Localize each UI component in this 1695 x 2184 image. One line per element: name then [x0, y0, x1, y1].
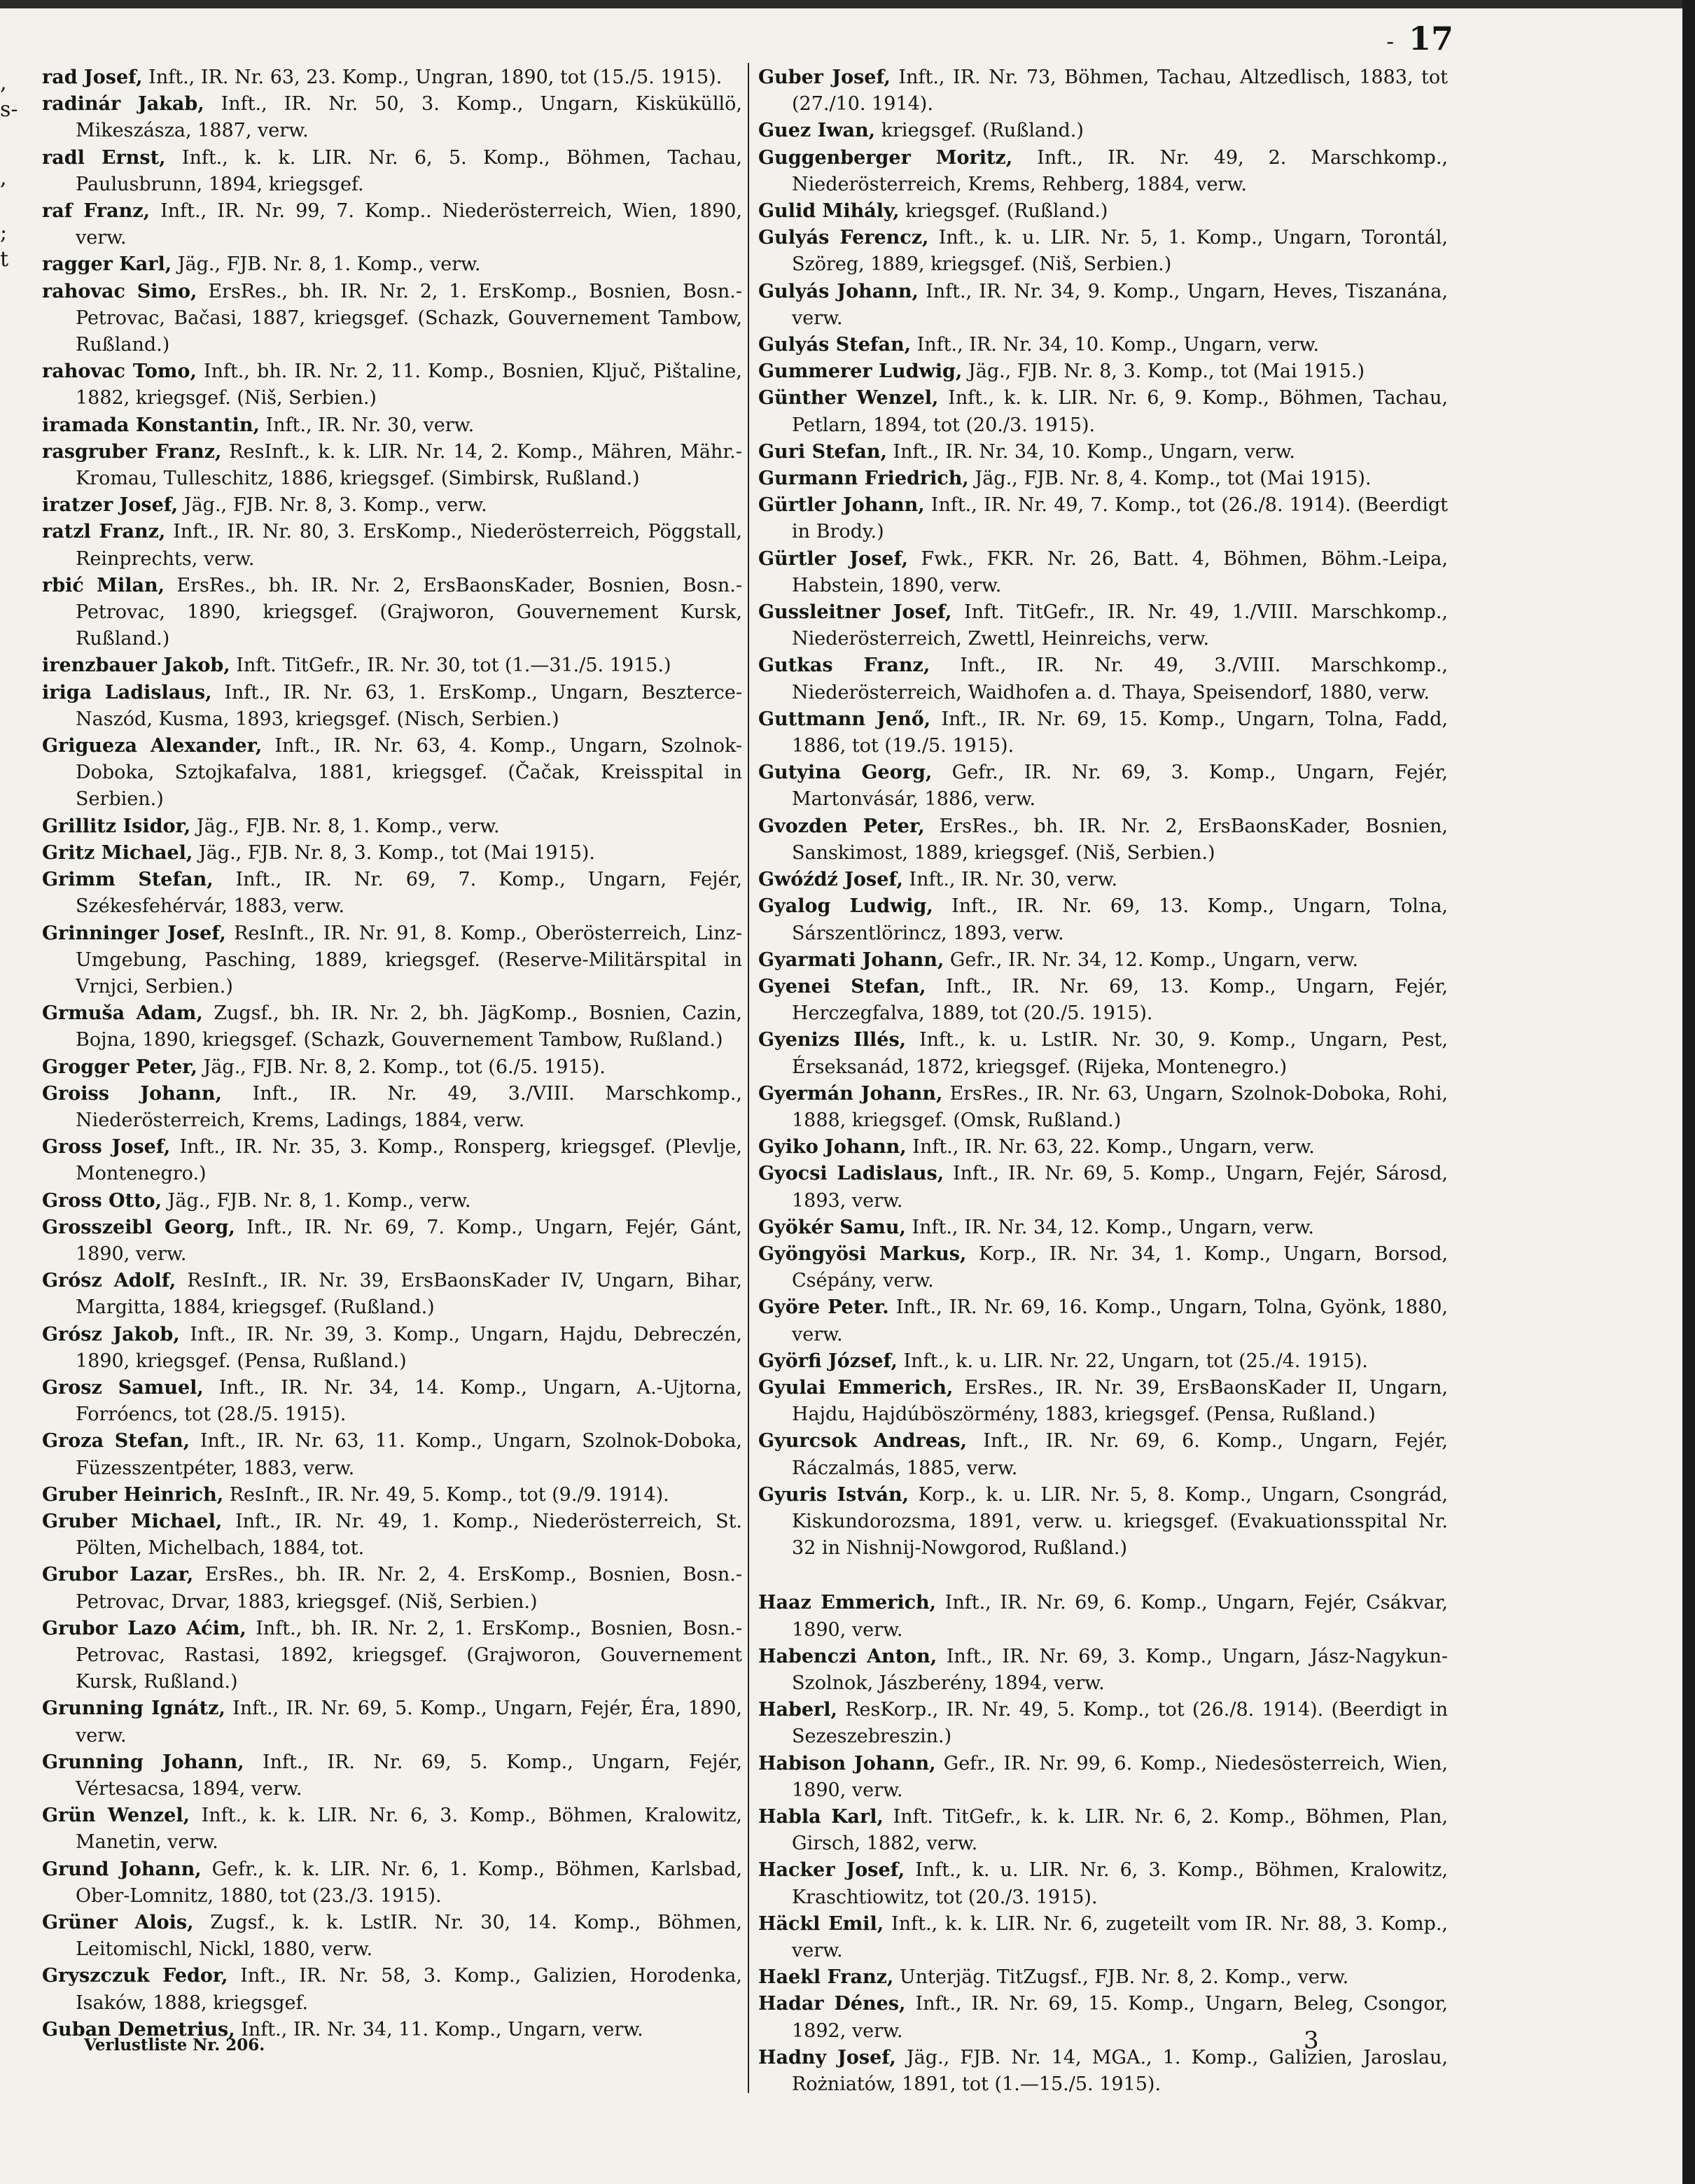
entry-name: Grund Johann,: [42, 1858, 202, 1880]
casualty-entry: [758, 145, 1448, 198]
entry-details: Inft., k. k. LIR. Nr. 6, 3. Komp., Böhmen, Kralowitz, Manetin, verw.: [76, 1805, 743, 1854]
casualty-entry: [758, 760, 1448, 813]
casualty-entry: [42, 412, 742, 439]
scan-edge-top: [0, 0, 1695, 8]
entry-details: Inft., k. k. LIR. Nr. 6, 9. Komp., Böhmen, Tachau, Petlarn, 1894, tot (20./3. 1915).: [792, 387, 1448, 436]
entry-details: Inft., IR. Nr. 49, 1. Komp., Niederösterreich, St. Pölten, Michelbach, 1884, tot.: [76, 1510, 743, 1560]
entry-details: Inft., bh. IR. Nr. 2, 1. ErsKomp., Bosnien, Bosn.-Petrovac, Rastasi, 1892, kriegsgef. (Grajworon, Gouvernement Kursk, Rußland.): [76, 1617, 742, 1693]
casualty-entry: [758, 974, 1448, 1027]
entry-name: Gulyás Johann,: [758, 280, 919, 302]
entry-details: Inft., IR. Nr. 69, 5. Komp., Ungarn, Fejér, Sárosd, 1893, verw.: [792, 1163, 1448, 1212]
entry-name: rahovac Tomo,: [42, 360, 197, 383]
entry-name: Groiss Johann,: [42, 1082, 222, 1105]
entry-name: Györfi József,: [758, 1350, 898, 1372]
entry-details: Inft., IR. Nr. 49, 3./VIII. Marschkomp., Niederösterreich, Waidhofen a. d. Thaya, Speisendorf, 1880, verw.: [792, 654, 1448, 704]
entry-name: Gyöngyösi Markus,: [758, 1242, 967, 1265]
entry-details: Inft., IR. Nr. 63, 4. Komp., Ungarn, Szolnok-Doboka, Sztojkafalva, 1881, kriegsgef. (Čačak, Kreisspital in Serbien.): [76, 735, 742, 811]
entry-name: Grunning Johann,: [42, 1751, 244, 1773]
entry-details: Jäg., FJB. Nr. 8, 1. Komp., verw.: [190, 815, 500, 837]
entry-name: Gyenizs Illés,: [758, 1029, 907, 1051]
casualty-entry: [42, 91, 742, 144]
entry-name: Gyuris István,: [758, 1483, 909, 1506]
entry-name: Gritz Michael,: [42, 841, 193, 864]
casualty-entry: [42, 920, 742, 1001]
casualty-entry: [42, 1749, 742, 1802]
entry-details: Inft., k. u. LIR. Nr. 22, Ungarn, tot (25./4. 1915).: [897, 1350, 1368, 1372]
entry-name: Grigueza Alexander,: [42, 735, 263, 757]
casualty-entry: [42, 1000, 742, 1054]
entry-details: Inft., bh. IR. Nr. 2, 11. Komp., Bosnien, Ključ, Pištaline, 1882, kriegsgef. (Niš, Serbien.): [76, 360, 742, 410]
casualty-entry: [758, 332, 1448, 358]
entry-name: Guri Stefan,: [758, 440, 887, 463]
entry-details: Inft., IR. Nr. 63, 11. Komp., Ungarn, Szolnok-Doboka, Füzesszentpéter, 1883, verw.: [76, 1430, 742, 1479]
entry-name: Guttmann Jenő,: [758, 708, 931, 730]
casualty-entry: [758, 893, 1448, 946]
casualty-entry: [758, 1751, 1448, 1804]
entry-details: ErsRes., IR. Nr. 39, ErsBaonsKader II, Ungarn, Hajdu, Hajdúböszörmény, 1883, kriegsgef. (Pensa, Rußland.): [792, 1376, 1448, 1426]
casualty-entry: [758, 947, 1448, 974]
casualty-entry: [42, 1963, 742, 2016]
entry-name: Haberl,: [758, 1699, 837, 1721]
entry-details: Jäg., FJB. Nr. 8, 1. Komp., verw.: [161, 1189, 471, 1212]
entry-details: Inft., k. k. LIR. Nr. 6, 5. Komp., Böhmen, Tachau, Paulusbrunn, 1894, kriegsgef.: [76, 146, 742, 195]
casualty-entry: [758, 813, 1448, 867]
entry-name: iriga Ladislaus,: [42, 681, 212, 704]
entry-details: Inft., k. u. LIR. Nr. 5, 1. Komp., Ungarn, Torontál, Szöreg, 1889, kriegsgef. (Niš, Serbien.): [792, 227, 1448, 276]
entry-name: Gross Otto,: [42, 1189, 162, 1212]
margin-fragment: t: [0, 247, 9, 272]
entry-details: Inft. TitGefr., k. k. LIR. Nr. 6, 2. Komp., Böhmen, Plan, Girsch, 1882, verw.: [792, 1806, 1448, 1855]
entry-details: Inft., IR. Nr. 69, 13. Komp., Ungarn, Fejér, Herczegfalva, 1889, tot (20./5. 1915).: [792, 975, 1448, 1025]
casualty-entry: [758, 1804, 1448, 1857]
entry-name: Guez Iwan,: [758, 120, 875, 142]
casualty-entry: [758, 1294, 1448, 1348]
entry-details: Inft. TitGefr., IR. Nr. 30, tot (1.—31./5. 1915.): [230, 654, 671, 677]
entry-details: Inft., IR. Nr. 39, 3. Komp., Ungarn, Hajdu, Debreczén, 1890, kriegsgef. (Pensa, Rußland.): [76, 1323, 742, 1372]
entry-details: ErsRes., bh. IR. Nr. 2, 4. ErsKomp., Bosnien, Bosn.-Petrovac, Drvar, 1883, kriegsgef. (Niš, Serbien.): [76, 1564, 742, 1613]
entry-name: rbić Milan,: [42, 574, 165, 596]
casualty-entry: [758, 1644, 1448, 1697]
entry-name: Gyurcsok Andreas,: [758, 1430, 968, 1452]
entry-details: Jäg., FJB. Nr. 8, 4. Komp., tot (Mai 1915).: [968, 468, 1372, 490]
casualty-entry: [758, 118, 1448, 144]
entry-details: Inft., IR. Nr. 69, 7. Komp., Ungarn, Fejér, Gánt, 1890, verw.: [76, 1216, 743, 1265]
casualty-entry: [758, 64, 1448, 118]
entry-name: irenzbauer Jakob,: [42, 654, 230, 677]
casualty-entry: [42, 1054, 742, 1081]
entry-name: Guggenberger Moritz,: [758, 146, 1013, 169]
entry-name: Gyenei Stefan,: [758, 975, 926, 997]
entry-name: Grmuša Adam,: [42, 1002, 203, 1025]
casualty-entry: [42, 145, 742, 198]
casualty-entry: [758, 1697, 1448, 1750]
entry-name: Gyermán Johann,: [758, 1082, 943, 1105]
casualty-entry: [758, 706, 1448, 760]
entry-name: Gyarmati Johann,: [758, 948, 944, 971]
entry-details: Inft., IR. Nr. 73, Böhmen, Tachau, Altzedlisch, 1883, tot (27./10. 1914).: [792, 66, 1448, 115]
casualty-entry: [758, 198, 1448, 225]
entry-details: Inft., IR. Nr. 69, 6. Komp., Ungarn, Fejér, Ráczalmás, 1885, verw.: [792, 1430, 1448, 1479]
entry-name: Gruber Michael,: [42, 1510, 223, 1532]
casualty-entry: [758, 1911, 1448, 1964]
entry-name: Grogger Peter,: [42, 1056, 197, 1078]
entry-name: Gyiko Johann,: [758, 1136, 907, 1158]
entry-name: Grüner Alois,: [42, 1912, 194, 1934]
entry-name: Gwóźdź Josef,: [758, 869, 903, 891]
casualty-entry: [42, 1695, 742, 1749]
casualty-entry: [758, 1161, 1448, 1214]
entry-details: Inft., IR. Nr. 30, verw.: [259, 414, 475, 436]
entry-name: Günther Wenzel,: [758, 387, 939, 410]
casualty-entry: [758, 1991, 1448, 2044]
entry-details: Jäg., FJB. Nr. 8, 2. Komp., tot (6./5. 1915).: [197, 1056, 606, 1078]
casualty-entry: [42, 1268, 742, 1321]
casualty-entry: [42, 573, 742, 653]
casualty-entry: [42, 1134, 742, 1187]
entry-details: Inft. TitGefr., IR. Nr. 49, 1./VIII. Marschkomp., Niederösterreich, Zwettl, Heinreichs, verw.: [792, 601, 1448, 650]
entry-name: Guban Demetrius,: [42, 2018, 235, 2040]
casualty-entry: [758, 652, 1448, 706]
casualty-entry: [42, 813, 742, 840]
entry-name: Gürtler Josef,: [758, 547, 908, 570]
entry-details: Inft., IR. Nr. 69, 13. Komp., Ungarn, Tolna, Sárszentlörincz, 1893, verw.: [792, 895, 1448, 944]
entry-name: Gyökér Samu,: [758, 1216, 906, 1238]
entry-name: Gvozden Peter,: [758, 815, 925, 837]
entry-details: ErsRes., IR. Nr. 63, Ungarn, Szolnok-Doboka, Rohi, 1888, kriegsgef. (Omsk, Rußland.): [792, 1082, 1448, 1131]
entry-name: Grubor Lazo Aćim,: [42, 1617, 246, 1639]
entry-name: rasgruber Franz,: [42, 440, 222, 463]
entry-name: Grosz Samuel,: [42, 1376, 204, 1399]
entry-details: Gefr., IR. Nr. 99, 6. Komp., Niedesösterreich, Wien, 1890, verw.: [792, 1752, 1448, 1801]
entry-details: Gefr., IR. Nr. 34, 12. Komp., Ungarn, verw.: [944, 948, 1358, 971]
entry-details: Jäg., FJB. Nr. 8, 3. Komp., tot (Mai 1915.): [962, 360, 1365, 383]
page-number: 17: [1408, 20, 1453, 57]
entry-details: Inft., IR. Nr. 69, 5. Komp., Ungarn, Fejér, Éra, 1890, verw.: [76, 1698, 742, 1746]
margin-fragments: [0, 70, 17, 273]
casualty-entry: [758, 465, 1448, 492]
casualty-entry: [42, 1482, 742, 1508]
casualty-entry: [42, 1081, 742, 1134]
entry-name: Groza Stefan,: [42, 1430, 190, 1452]
entry-details: Gefr., IR. Nr. 69, 3. Komp., Ungarn, Fejér, Martonvásár, 1886, verw.: [792, 762, 1448, 811]
entry-details: Korp., k. u. LIR. Nr. 5, 8. Komp., Ungarn, Csongrád, Kiskundorozsma, 1891, verw. u. kriegsgef. (Evakuationsspital Nr. 32 in Nishnij-Nowgorod, Rußland.): [792, 1483, 1448, 1560]
entry-details: Inft., k. u. LIR. Nr. 6, 3. Komp., Böhmen, Kralowitz, Kraschtiowitz, tot (20./3. 1915).: [792, 1859, 1448, 1908]
entry-name: rad Josef,: [42, 66, 143, 88]
entry-details: Inft., IR. Nr. 34, 14. Komp., Ungarn, A.-Ujtorna, Forróencs, tot (28./5. 1915).: [76, 1376, 742, 1426]
entry-details: Inft., IR. Nr. 63, 1. ErsKomp., Ungarn, Beszterce-Naszód, Kusma, 1893, kriegsgef. (Nisch, Serbien.): [76, 681, 743, 730]
casualty-entry: [42, 1856, 742, 1910]
entry-name: Grillitz Isidor,: [42, 815, 191, 837]
entry-name: Hacker Josef,: [758, 1859, 905, 1882]
entry-name: ragger Karl,: [42, 253, 172, 276]
casualty-entry: [42, 1508, 742, 1562]
entry-name: Haekl Franz,: [758, 1966, 894, 1989]
entry-name: Grinninger Josef,: [42, 922, 226, 944]
entry-name: iratzer Josef,: [42, 494, 179, 517]
casualty-entry: [42, 1214, 742, 1268]
entry-details: Jäg., FJB. Nr. 14, MGA., 1. Komp., Galizien, Jaroslau, Rożniatów, 1891, tot (1.—15./5. 1915).: [792, 2046, 1449, 2096]
entry-details: Inft., IR. Nr. 49, 2. Marschkomp., Niederösterreich, Krems, Rehberg, 1884, verw.: [792, 146, 1448, 195]
casualty-entry: [758, 1214, 1448, 1241]
entry-details: ErsRes., bh. IR. Nr. 2, 1. ErsKomp., Bosnien, Bosn.-Petrovac, Bačasi, 1887, kriegsgef. (Schazk, Gouvernement Tambow, Rußland.): [76, 280, 742, 356]
entry-details: Inft., IR. Nr. 30, verw.: [902, 869, 1118, 891]
entry-name: Gulyás Ferencz,: [758, 227, 929, 249]
entry-details: Inft., IR. Nr. 49, 7. Komp., tot (26./8. 1914). (Beerdigt in Brody.): [792, 494, 1448, 543]
entry-name: Grósz Jakob,: [42, 1323, 180, 1345]
casualty-entry: [758, 1590, 1448, 1643]
entry-name: Habenczi Anton,: [758, 1645, 937, 1667]
casualty-entry: [42, 1562, 742, 1615]
entry-name: Gürtler Johann,: [758, 494, 925, 517]
entry-name: Gyocsi Ladislaus,: [758, 1163, 944, 1185]
casualty-entry: [758, 546, 1448, 599]
casualty-entry: [758, 1241, 1448, 1294]
entry-name: raf Franz,: [42, 200, 151, 223]
entry-name: Gurmann Friedrich,: [758, 468, 969, 490]
entry-details: ResInft., k. k. LIR. Nr. 14, 2. Komp., Mähren, Mähr.-Kromau, Tulleschitz, 1886, kriegsgef. (Simbirsk, Rußland.): [76, 440, 742, 490]
entry-details: Zugsf., k. k. LstIR. Nr. 30, 14. Komp., Böhmen, Leitomischl, Nickl, 1880, verw.: [76, 1912, 742, 1961]
casualty-entry: [758, 1428, 1448, 1481]
casualty-entry: [758, 1134, 1448, 1161]
casualty-entry: [42, 1428, 742, 1481]
entry-name: Györe Peter.: [758, 1296, 889, 1319]
entry-name: radl Ernst,: [42, 146, 166, 169]
entry-details: ErsRes., bh. IR. Nr. 2, ErsBaonsKader, Bosnien, Bosn.-Petrovac, 1890, kriegsgef. (Grajworon, Gouvernement Kursk, Rußland.): [76, 574, 742, 650]
casualty-entry: [42, 1802, 742, 1856]
entry-name: Guber Josef,: [758, 66, 891, 88]
casualty-entry: [42, 64, 742, 91]
entry-details: Inft., IR. Nr. 80, 3. ErsKomp., Niederösterreich, Pöggstall, Reinprechts, verw.: [76, 521, 742, 570]
casualty-entry: [42, 733, 742, 813]
casualty-entry: [42, 1910, 742, 1963]
casualty-entry: [758, 1081, 1448, 1134]
entry-details: Jäg., FJB. Nr. 8, 3. Komp., verw.: [178, 494, 487, 517]
casualty-entry: [42, 867, 742, 920]
entry-details: Inft., IR. Nr. 99, 7. Komp.. Niederösterreich, Wien, 1890, verw.: [76, 200, 742, 249]
entry-details: kriegsgef. (Rußland.): [875, 120, 1084, 142]
casualty-entry: [758, 279, 1448, 332]
entry-name: Gyalog Ludwig,: [758, 895, 933, 918]
entry-name: Grunning Ignátz,: [42, 1698, 225, 1720]
casualty-entry: [42, 492, 742, 519]
left-column: [42, 64, 742, 2043]
entry-details: Inft., IR. Nr. 69, 3. Komp., Ungarn, Jász-Nagykun-Szolnok, Jászberény, 1894, verw.: [792, 1645, 1449, 1694]
entry-details: Inft., IR. Nr. 69, 7. Komp., Ungarn, Fejér, Székesfehérvár, 1883, verw.: [76, 869, 742, 918]
entry-name: Gussleitner Josef,: [758, 601, 952, 624]
entry-name: iramada Konstantin,: [42, 414, 260, 436]
casualty-entry: [42, 251, 742, 278]
entry-name: Grósz Adolf,: [42, 1270, 176, 1292]
entry-details: Inft., IR. Nr. 69, 15. Komp., Ungarn, Tolna, Fadd, 1886, tot (19./5. 1915).: [792, 708, 1448, 757]
entry-details: Inft., IR. Nr. 63, 23. Komp., Ungran, 1890, tot (15./5. 1915).: [142, 66, 723, 88]
entry-details: Inft., IR. Nr. 69, 5. Komp., Ungarn, Fejér, Vértesacsa, 1894, verw.: [76, 1751, 742, 1800]
entry-details: Inft., IR. Nr. 35, 3. Komp., Ronsperg, kriegsgef. (Plevlje, Montenegro.): [76, 1136, 742, 1185]
entry-name: ratzl Franz,: [42, 521, 166, 543]
margin-fragment: ;: [0, 220, 8, 245]
casualty-entry: [758, 1375, 1448, 1428]
entry-details: Jäg., FJB. Nr. 8, 3. Komp., tot (Mai 1915).: [193, 841, 596, 864]
entry-name: Grün Wenzel,: [42, 1805, 190, 1827]
entry-name: Gryszczuk Fedor,: [42, 1965, 228, 1987]
casualty-entry: [42, 439, 742, 492]
margin-fragment: ,: [0, 166, 7, 190]
casualty-entry: [42, 1375, 742, 1428]
section-gap: [758, 1562, 1448, 1590]
entry-details: ResKorp., IR. Nr. 49, 5. Komp., tot (26./8. 1914). (Beerdigt in Sezeszebreszin.): [792, 1699, 1448, 1748]
casualty-entry: [42, 358, 742, 412]
entry-name: Gummerer Ludwig,: [758, 360, 963, 383]
entry-details: Inft., IR. Nr. 63, 22. Komp., Ungarn, verw.: [906, 1136, 1315, 1158]
casualty-entry: [758, 1482, 1448, 1562]
entry-details: kriegsgef. (Rußland.): [899, 200, 1108, 223]
entry-details: Inft., k. k. LIR. Nr. 6, zugeteilt vom IR. Nr. 88, 3. Komp., verw.: [792, 1912, 1448, 1962]
entry-details: Inft., IR. Nr. 34, 10. Komp., Ungarn, verw.: [886, 440, 1295, 463]
entry-details: Inft., IR. Nr. 69, 6. Komp., Ungarn, Fejér, Csákvar, 1890, verw.: [792, 1592, 1448, 1641]
casualty-entry: [42, 680, 742, 733]
entry-name: Grosszeibl Georg,: [42, 1216, 235, 1238]
entry-details: Inft., IR. Nr. 69, 15. Komp., Ungarn, Beleg, Csongor, 1892, verw.: [792, 1993, 1448, 2042]
entry-name: Hadar Dénes,: [758, 1993, 906, 2015]
entry-name: Gyulai Emmerich,: [758, 1376, 954, 1399]
casualty-entry: [42, 519, 742, 572]
entry-name: Gutkas Franz,: [758, 654, 930, 677]
entry-details: Korp., IR. Nr. 34, 1. Komp., Ungarn, Borsod, Csépány, verw.: [792, 1242, 1448, 1292]
entry-name: Habla Karl,: [758, 1806, 884, 1828]
casualty-entry: [42, 1616, 742, 1696]
casualty-entry: [758, 1857, 1448, 1910]
entry-details: Inft., IR. Nr. 34, 12. Komp., Ungarn, verw.: [905, 1216, 1314, 1238]
footer-list-number: Verlustliste Nr. 206.: [84, 2036, 265, 2054]
top-mark: -: [1386, 28, 1394, 55]
casualty-entry: [758, 1027, 1448, 1080]
entry-details: ErsRes., bh. IR. Nr. 2, ErsBaonsKader, Bosnien, Sanskimost, 1889, kriegsgef. (Niš, Serbien.): [792, 815, 1448, 864]
entry-details: Inft., IR. Nr. 34, 9. Komp., Ungarn, Heves, Tiszanána, verw.: [792, 280, 1448, 329]
entry-details: Gefr., k. k. LIR. Nr. 6, 1. Komp., Böhmen, Karlsbad, Ober-Lomnitz, 1880, tot (23./3. 1915).: [76, 1858, 742, 1907]
entry-details: ResInft., IR. Nr. 39, ErsBaonsKader IV, Ungarn, Bihar, Margitta, 1884, kriegsgef. (Rußland.): [76, 1270, 742, 1319]
entry-details: Inft., k. u. LstIR. Nr. 30, 9. Komp., Ungarn, Pest, Érseksanád, 1872, kriegsgef. (Rijeka, Montenegro.): [792, 1029, 1448, 1078]
entry-name: radinár Jakab,: [42, 93, 204, 115]
casualty-entry: [758, 385, 1448, 438]
entry-details: Jäg., FJB. Nr. 8, 1. Komp., verw.: [172, 253, 481, 276]
entry-details: Unterjäg. TitZugsf., FJB. Nr. 8, 2. Komp., verw.: [893, 1966, 1349, 1989]
entry-details: ResInft., IR. Nr. 49, 5. Komp., tot (9./9. 1914).: [223, 1483, 669, 1506]
entry-name: Gruber Heinrich,: [42, 1483, 224, 1506]
entry-details: Inft., IR. Nr. 49, 3./VIII. Marschkomp., Niederösterreich, Krems, Ladings, 1884, verw.: [76, 1082, 742, 1131]
casualty-entry: [42, 1322, 742, 1375]
entry-name: Hadny Josef,: [758, 2046, 896, 2068]
entry-name: Grubor Lazar,: [42, 1564, 194, 1586]
casualty-entry: [758, 358, 1448, 385]
casualty-entry: [758, 225, 1448, 278]
entry-details: Inft., IR. Nr. 58, 3. Komp., Galizien, Horodenka, Isaków, 1888, kriegsgef.: [76, 1965, 742, 2014]
casualty-entry: [758, 1964, 1448, 1991]
casualty-entry: [42, 198, 742, 251]
entry-name: Gulid Mihály,: [758, 200, 900, 223]
entry-name: rahovac Simo,: [42, 280, 197, 302]
entry-details: ResInft., IR. Nr. 91, 8. Komp., Oberösterreich, Linz-Umgebung, Pasching, 1889, kriegsgef. (Reserve-Militärspital in Vrnjci, Serbien.): [76, 922, 742, 997]
entry-name: Grimm Stefan,: [42, 869, 214, 891]
entry-details: Zugsf., bh. IR. Nr. 2, bh. JägKomp., Bosnien, Cazin, Bojna, 1890, kriegsgef. (Schazk, Gouvernement Tambow, Rußland.): [76, 1002, 742, 1051]
entry-details: Fwk., FKR. Nr. 26, Batt. 4, Böhmen, Böhm.-Leipa, Habstein, 1890, verw.: [792, 547, 1448, 596]
entry-details: Inft., IR. Nr. 50, 3. Komp., Ungarn, Kisküküllö, Mikeszásza, 1887, verw.: [76, 93, 742, 142]
casualty-entry: [42, 1188, 742, 1214]
casualty-entry: [42, 840, 742, 867]
casualty-entry: [42, 652, 742, 679]
footer-sheet-number: 3: [1304, 2026, 1319, 2054]
entry-name: Gross Josef,: [42, 1136, 171, 1158]
casualty-entry: [758, 492, 1448, 545]
scan-edge-right: [1682, 0, 1695, 2184]
entry-details: Inft., IR. Nr. 69, 16. Komp., Ungarn, Tolna, Gyönk, 1880, verw.: [792, 1296, 1448, 1345]
column-divider: [748, 63, 749, 2093]
entry-name: Habison Johann,: [758, 1752, 936, 1774]
entry-name: Gulyás Stefan,: [758, 334, 912, 356]
margin-fragment: ,: [0, 71, 7, 95]
margin-fragment: s-: [0, 97, 18, 122]
entry-details: Inft., IR. Nr. 34, 10. Komp., Ungarn, verw.: [911, 334, 1320, 356]
entry-name: Gutyina Georg,: [758, 762, 933, 784]
entry-details: Inft., IR. Nr. 34, 11. Komp., Ungarn, verw.: [235, 2018, 643, 2040]
right-column: [758, 64, 1448, 2098]
casualty-entry: [758, 599, 1448, 652]
entry-name: Haaz Emmerich,: [758, 1592, 937, 1614]
entry-name: Häckl Emil,: [758, 1912, 884, 1935]
casualty-entry: [758, 1348, 1448, 1375]
casualty-entry: [758, 867, 1448, 893]
casualty-entry: [42, 279, 742, 359]
casualty-entry: [758, 2045, 1448, 2098]
casualty-entry: [758, 439, 1448, 465]
